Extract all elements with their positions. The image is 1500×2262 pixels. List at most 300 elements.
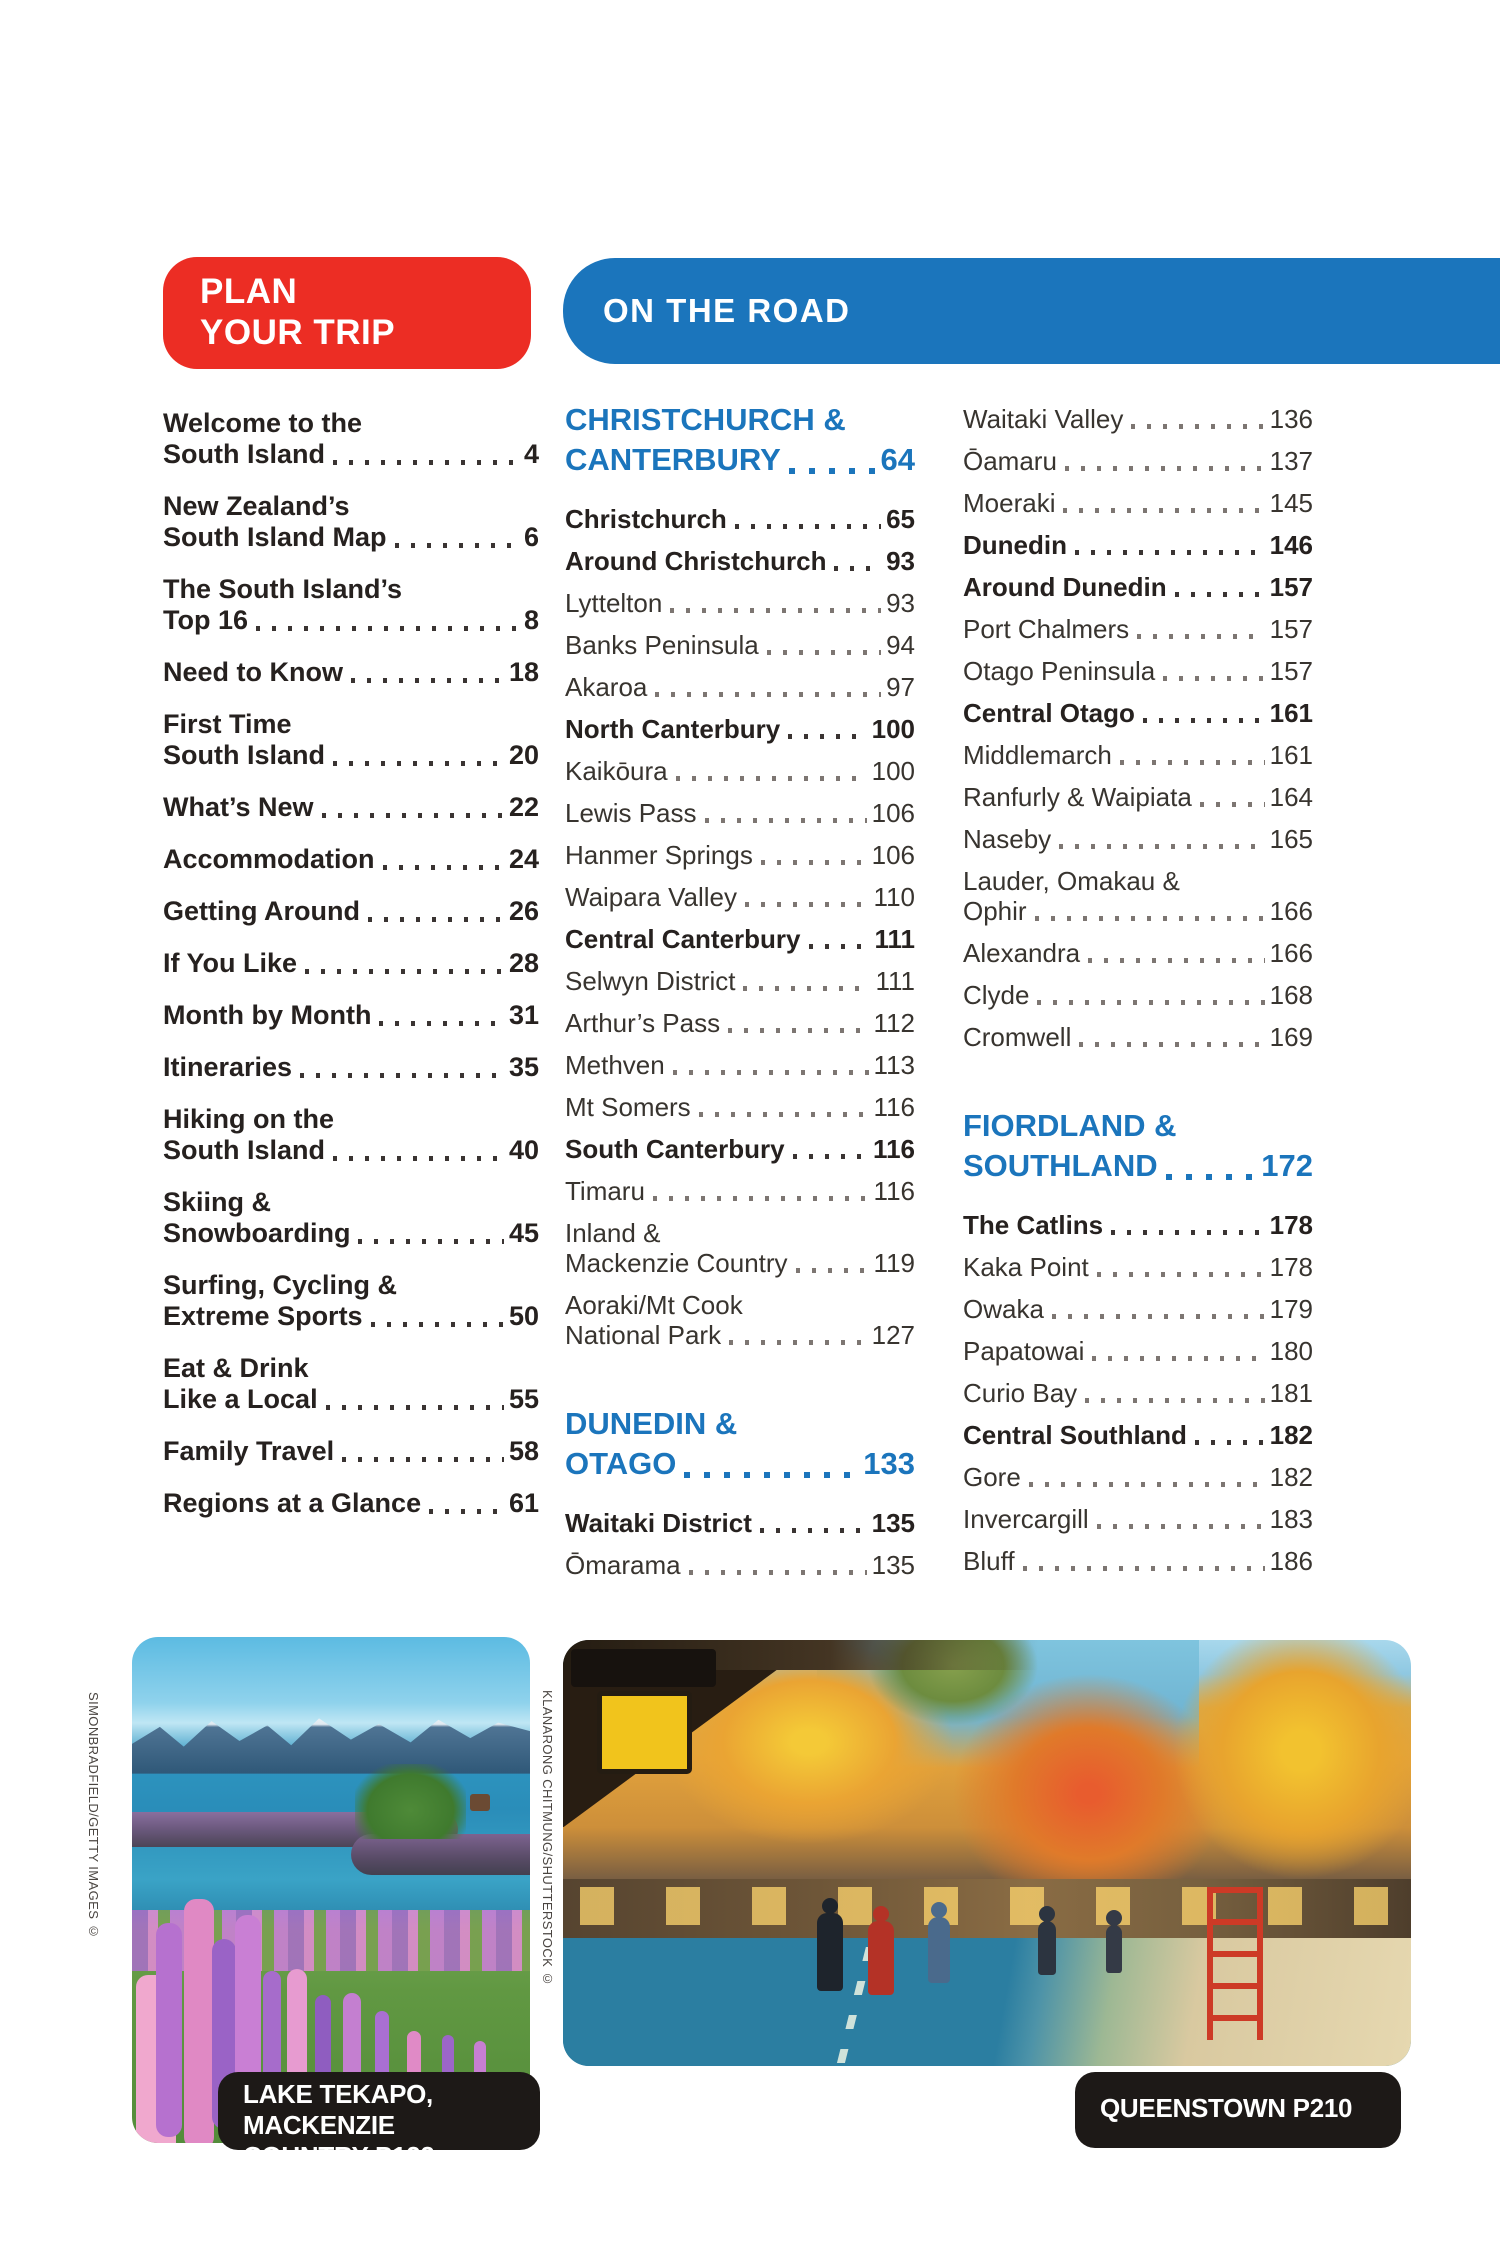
photo-decoration-pedestrian — [817, 1913, 843, 1991]
toc-entry-title: North Canterbury — [565, 714, 781, 744]
toc-entry-prelines: Lauder, Omakau & — [963, 866, 1180, 896]
toc-entry-page: 8 — [523, 605, 539, 635]
toc-entry-title: Kaikōura — [565, 756, 668, 786]
toc-entry-page: 178 — [1269, 1210, 1313, 1240]
toc-entry-title: Otago Peninsula — [963, 656, 1156, 686]
toc-entry-title: Around Christchurch — [565, 546, 827, 576]
toc-entry — [963, 1336, 1313, 1366]
toc-entry-title: Akaroa — [565, 672, 648, 702]
toc-entry — [565, 714, 915, 744]
toc-entry — [565, 1550, 915, 1580]
toc-entry-page: 133 — [863, 1446, 915, 1481]
toc-entry — [963, 1252, 1313, 1282]
toc-entry — [565, 756, 915, 786]
toc-entry-page: 161 — [1269, 740, 1313, 770]
toc-entry-title: Mackenzie Country — [565, 1248, 788, 1278]
toc-entry-title: OTAGO — [565, 1446, 677, 1481]
toc-entry-page: 93 — [886, 546, 915, 576]
toc-entry-page: 61 — [508, 1488, 539, 1518]
toc-entry-title: Arthur’s Pass — [565, 1008, 721, 1038]
toc-entry-page: 26 — [508, 896, 539, 926]
dot-leader — [358, 1239, 503, 1244]
dot-leader — [655, 692, 881, 697]
caption-line: LAKE TEKAPO, MACKENZIE — [243, 2079, 433, 2140]
toc-entry-prelines: Surfing, Cycling & — [163, 1270, 398, 1300]
toc-entry-title: Papatowai — [963, 1336, 1085, 1366]
photo-decoration-pavement — [563, 1938, 1411, 2066]
toc-entry-title: Top 16 — [163, 605, 249, 635]
dot-leader — [670, 608, 881, 613]
dot-leader — [351, 678, 504, 683]
toc-entry-page: 116 — [873, 1176, 915, 1206]
toc-entry-title: Need to Know — [163, 657, 343, 687]
dot-leader — [728, 1028, 868, 1033]
toc-entry — [963, 980, 1313, 1010]
toc-entry — [565, 798, 915, 828]
toc-entry-page: 135 — [871, 1550, 915, 1580]
dot-leader — [689, 1570, 867, 1575]
toc-entry-title: Cromwell — [963, 1022, 1072, 1052]
toc-entry-page: 45 — [508, 1218, 539, 1248]
caption-line: COUNTRY P122 — [243, 2141, 435, 2171]
toc-entry — [163, 408, 539, 470]
toc-entry-title: Middlemarch — [963, 740, 1112, 770]
photo-decoration-dark-sign — [571, 1649, 715, 1687]
toc-entry-page: 111 — [874, 924, 915, 954]
toc-entry-prelines: New Zealand’s — [163, 491, 350, 521]
photo-caption-queenstown — [1075, 2072, 1401, 2148]
toc-entry-page: 40 — [508, 1135, 539, 1165]
toc-entry-page: 157 — [1269, 572, 1313, 602]
toc-entry-title: South Island — [163, 439, 325, 469]
toc-entry-page: 65 — [886, 504, 915, 534]
toc-entry-title: CANTERBURY — [565, 442, 781, 477]
toc-entry — [565, 672, 915, 702]
toc-column-plan — [163, 408, 539, 1540]
toc-entry-title: Like a Local — [163, 1384, 318, 1414]
toc-entry-page: 22 — [508, 792, 539, 822]
dot-leader — [684, 1472, 858, 1478]
dot-leader — [1166, 1174, 1257, 1180]
toc-entry — [963, 1378, 1313, 1408]
photo-caption-lake-tekapo — [218, 2072, 540, 2171]
dot-leader — [1120, 760, 1265, 765]
dot-leader — [699, 1112, 869, 1117]
toc-entry — [565, 882, 915, 912]
dot-leader — [1088, 958, 1265, 963]
toc-entry-page: 4 — [523, 439, 539, 469]
dot-leader — [1065, 466, 1265, 471]
toc-entry — [963, 1294, 1313, 1324]
on-the-road-banner — [563, 258, 1500, 364]
toc-entry-page: 31 — [508, 1000, 539, 1030]
toc-entry-page: 58 — [508, 1436, 539, 1466]
toc-entry-prelines: Welcome to the — [163, 408, 363, 438]
toc-entry-page: 28 — [508, 948, 539, 978]
toc-column-right — [963, 404, 1313, 1588]
toc-entry-title: South Canterbury — [565, 1134, 785, 1164]
toc-entry-title: Moeraki — [963, 488, 1056, 518]
toc-entry-title: Itineraries — [163, 1052, 293, 1082]
caption-line: QUEENSTOWN P210 — [1100, 2093, 1353, 2123]
toc-column-mid — [565, 400, 915, 1592]
toc-entry-prelines: Skiing & — [163, 1187, 272, 1217]
toc-entry-prelines: FIORDLAND & — [963, 1108, 1177, 1143]
toc-entry-title: Lyttelton — [565, 588, 663, 618]
toc-entry-prelines: Aoraki/Mt Cook — [565, 1290, 743, 1320]
dot-leader — [395, 543, 519, 548]
toc-entry — [963, 614, 1313, 644]
toc-entry-title: Getting Around — [163, 896, 360, 926]
dot-leader — [1059, 844, 1264, 849]
toc-entry — [565, 504, 915, 534]
toc-entry-title: Waitaki District — [565, 1508, 752, 1538]
dot-leader — [760, 1528, 867, 1533]
toc-entry-page: 18 — [508, 657, 539, 687]
dot-leader — [1195, 1440, 1265, 1445]
toc-entry-page: 172 — [1261, 1148, 1313, 1183]
toc-entry-page: 64 — [880, 442, 915, 477]
toc-entry-title: Ōamaru — [963, 446, 1057, 476]
toc-entry-title: Central Otago — [963, 698, 1135, 728]
photo-decoration-pedestrian-red-coat — [868, 1921, 894, 1995]
dot-leader — [383, 865, 504, 870]
toc-entry-page: 182 — [1269, 1462, 1313, 1492]
dot-leader — [256, 626, 519, 631]
toc-entry — [565, 400, 915, 480]
toc-entry — [163, 574, 539, 636]
dot-leader — [788, 734, 866, 739]
photo-decoration-red-handtruck — [1207, 1887, 1263, 2040]
toc-entry — [565, 1362, 915, 1392]
toc-entry-title: Timaru — [565, 1176, 645, 1206]
toc-entry-page: 116 — [873, 1134, 915, 1164]
toc-entry-title: Alexandra — [963, 938, 1081, 968]
toc-entry — [565, 1008, 915, 1038]
dot-leader — [1085, 1398, 1264, 1403]
toc-entry-title: South Island — [163, 1135, 325, 1165]
toc-entry — [963, 656, 1313, 686]
photo-credit-queenstown: KLANARONG CHITMUNG/SHUTTERSTOCK © — [540, 1690, 555, 1987]
toc-entry — [163, 792, 539, 823]
toc-entry — [963, 530, 1313, 560]
plan-your-trip-line1: PLAN — [200, 272, 298, 311]
toc-entry-title: Extreme Sports — [163, 1301, 363, 1331]
toc-entry — [163, 657, 539, 688]
toc-entry — [163, 709, 539, 771]
dot-leader — [673, 1070, 869, 1075]
dot-leader — [1111, 1230, 1264, 1235]
dot-leader — [1163, 676, 1264, 681]
toc-entry-page: 116 — [873, 1092, 915, 1122]
toc-entry-title: Ōmarama — [565, 1550, 681, 1580]
toc-entry-title: Month by Month — [163, 1000, 372, 1030]
toc-entry — [163, 1488, 539, 1519]
toc-entry-page: 168 — [1269, 980, 1313, 1010]
toc-entry-title: Bluff — [963, 1546, 1015, 1576]
toc-entry — [163, 491, 539, 553]
dot-leader — [333, 1156, 504, 1161]
toc-entry — [963, 1462, 1313, 1492]
toc-entry — [963, 446, 1313, 476]
toc-entry — [963, 1022, 1313, 1052]
plan-your-trip-badge — [163, 257, 531, 369]
toc-entry-page: 165 — [1269, 824, 1313, 854]
toc-entry — [565, 1508, 915, 1538]
dot-leader — [326, 1405, 504, 1410]
toc-entry-page: 169 — [1269, 1022, 1313, 1052]
dot-leader — [429, 1509, 504, 1514]
toc-entry-title: Gore — [963, 1462, 1021, 1492]
toc-entry-page: 100 — [871, 714, 915, 744]
toc-entry — [163, 896, 539, 927]
toc-entry — [565, 966, 915, 996]
dot-leader — [809, 944, 870, 949]
toc-entry-page: 157 — [1269, 656, 1313, 686]
photo-credit-lake-tekapo: SIMONBRADFIELD/GETTY IMAGES © — [86, 1692, 101, 1939]
toc-entry — [163, 1052, 539, 1083]
toc-entry-page: 94 — [886, 630, 915, 660]
dot-leader — [1037, 1000, 1264, 1005]
toc-entry-title: Dunedin — [963, 530, 1067, 560]
toc-entry — [565, 1218, 915, 1278]
photo-decoration-lupin — [156, 1923, 182, 2137]
toc-entry — [963, 1420, 1313, 1450]
dot-leader — [834, 566, 881, 571]
toc-entry — [963, 404, 1313, 434]
photo-decoration-mountains — [132, 1703, 530, 1774]
toc-entry-title: The Catlins — [963, 1210, 1104, 1240]
toc-entry — [963, 938, 1313, 968]
on-the-road-label: ON THE ROAD — [603, 292, 851, 329]
plan-your-trip-line2: YOUR TRIP — [200, 313, 396, 352]
toc-entry-title: Selwyn District — [565, 966, 736, 996]
toc-entry — [565, 546, 915, 576]
dot-leader — [371, 1322, 504, 1327]
toc-entry-page: 100 — [871, 756, 915, 786]
toc-entry — [963, 1210, 1313, 1240]
toc-entry-page: 111 — [875, 966, 915, 996]
toc-entry-page: 157 — [1269, 614, 1313, 644]
toc-entry-prelines: Hiking on the — [163, 1104, 334, 1134]
dot-leader — [745, 902, 869, 907]
toc-entry-page: 181 — [1269, 1378, 1313, 1408]
toc-entry-prelines: Inland & — [565, 1218, 661, 1248]
toc-entry — [163, 1353, 539, 1415]
toc-entry-title: Naseby — [963, 824, 1052, 854]
toc-entry-page: 166 — [1269, 896, 1313, 926]
dot-leader — [333, 460, 519, 465]
toc-entry-title: Snowboarding — [163, 1218, 351, 1248]
toc-entry-title: Family Travel — [163, 1436, 335, 1466]
toc-entry-page: 6 — [523, 522, 539, 552]
photo-decoration-pedestrian — [1106, 1925, 1122, 1973]
toc-entry-page: 113 — [873, 1050, 915, 1080]
toc-entry — [963, 1064, 1313, 1094]
toc-entry — [163, 1000, 539, 1031]
toc-entry-page: 35 — [508, 1052, 539, 1082]
photo-decoration-tree — [355, 1764, 466, 1840]
toc-entry — [565, 630, 915, 660]
toc-entry — [565, 1134, 915, 1164]
photo-decoration-pedestrian — [928, 1917, 950, 1983]
toc-entry-page: 179 — [1269, 1294, 1313, 1324]
toc-entry-prelines: First Time — [163, 709, 292, 739]
dot-leader — [1092, 1356, 1264, 1361]
dot-leader — [1029, 1482, 1265, 1487]
dot-leader — [705, 818, 867, 823]
dot-leader — [767, 650, 881, 655]
dot-leader — [1075, 550, 1265, 555]
dot-leader — [1079, 1042, 1264, 1047]
toc-entry-page: 55 — [508, 1384, 539, 1414]
toc-entry-title: Port Chalmers — [963, 614, 1130, 644]
toc-entry-title: Regions at a Glance — [163, 1488, 422, 1518]
toc-entry-page: 110 — [873, 882, 915, 912]
dot-leader — [368, 917, 504, 922]
toc-entry-page: 112 — [873, 1008, 915, 1038]
toc-entry-page: 186 — [1269, 1546, 1313, 1576]
toc-entry-page: 127 — [871, 1320, 915, 1350]
toc-entry-page: 20 — [508, 740, 539, 770]
dot-leader — [342, 1457, 504, 1462]
toc-entry — [963, 740, 1313, 770]
toc-entry-title: Central Southland — [963, 1420, 1187, 1450]
toc-entry — [963, 1546, 1313, 1576]
toc-entry-page: 183 — [1269, 1504, 1313, 1534]
toc-entry-title: Hanmer Springs — [565, 840, 753, 870]
dot-leader — [743, 986, 870, 991]
toc-entry-page: 106 — [871, 798, 915, 828]
photo-decoration-shop-lights — [580, 1887, 1394, 1925]
toc-entry-page: 137 — [1269, 446, 1313, 476]
toc-entry-title: Ranfurly & Waipiata — [963, 782, 1192, 812]
toc-entry-title: Ophir — [963, 896, 1027, 926]
dot-leader — [300, 1073, 504, 1078]
dot-leader — [1035, 916, 1265, 921]
toc-entry-page: 136 — [1269, 404, 1313, 434]
toc-entry-title: Waitaki Valley — [963, 404, 1124, 434]
dot-leader — [322, 813, 504, 818]
dot-leader — [1063, 508, 1264, 513]
toc-entry-page: 180 — [1269, 1336, 1313, 1366]
toc-entry-title: Owaka — [963, 1294, 1044, 1324]
toc-entry-prelines: DUNEDIN & — [565, 1406, 738, 1441]
toc-entry — [963, 1106, 1313, 1186]
toc-entry-page: 106 — [871, 840, 915, 870]
toc-entry — [565, 1290, 915, 1350]
toc-entry-title: Methven — [565, 1050, 665, 1080]
toc-entry-title: Banks Peninsula — [565, 630, 759, 660]
toc-entry-prelines: The South Island’s — [163, 574, 403, 604]
photo-lake-tekapo — [132, 1637, 530, 2143]
toc-entry-title: Waipara Valley — [565, 882, 737, 912]
dot-leader — [1143, 718, 1265, 723]
toc-entry-title: Christchurch — [565, 504, 727, 534]
dot-leader — [1097, 1272, 1265, 1277]
toc-entry-title: Mt Somers — [565, 1092, 691, 1122]
toc-entry — [163, 1436, 539, 1467]
toc-entry-title: South Island — [163, 740, 325, 770]
toc-entry — [163, 1104, 539, 1166]
dot-leader — [653, 1196, 869, 1201]
dot-leader — [793, 1154, 868, 1159]
toc-entry-title: Lewis Pass — [565, 798, 697, 828]
toc-entry — [163, 948, 539, 979]
toc-entry — [565, 840, 915, 870]
toc-entry-prelines: Eat & Drink — [163, 1353, 309, 1383]
photo-decoration-pedestrian — [1038, 1921, 1056, 1975]
dot-leader — [1131, 424, 1264, 429]
photo-decoration-lupin — [184, 1899, 214, 2143]
toc-entry — [565, 1050, 915, 1080]
toc-entry-page: 119 — [873, 1248, 915, 1278]
toc-entry-page: 146 — [1269, 530, 1313, 560]
dot-leader — [1175, 592, 1265, 597]
dot-leader — [333, 761, 504, 766]
dot-leader — [789, 468, 876, 474]
toc-entry-title: National Park — [565, 1320, 722, 1350]
toc-entry — [963, 488, 1313, 518]
toc-entry-page: 161 — [1269, 698, 1313, 728]
dot-leader — [735, 524, 881, 529]
dot-leader — [729, 1340, 867, 1345]
toc-entry-title: Invercargill — [963, 1504, 1089, 1534]
toc-entry-title: Clyde — [963, 980, 1030, 1010]
toc-entry-page: 135 — [871, 1508, 915, 1538]
dot-leader — [1200, 802, 1265, 807]
toc-entry-prelines: CHRISTCHURCH & — [565, 402, 846, 437]
toc-entry-page: 164 — [1269, 782, 1313, 812]
toc-entry — [565, 1092, 915, 1122]
dot-leader — [1137, 634, 1264, 639]
toc-entry — [565, 1176, 915, 1206]
toc-entry-page: 145 — [1269, 488, 1313, 518]
toc-entry — [963, 1504, 1313, 1534]
toc-entry — [163, 844, 539, 875]
toc-entry-page: 182 — [1269, 1420, 1313, 1450]
toc-entry-title: Accommodation — [163, 844, 375, 874]
toc-entry-title: SOUTHLAND — [963, 1148, 1158, 1183]
photo-decoration-yellow-sign — [597, 1691, 692, 1773]
toc-entry — [163, 1270, 539, 1332]
toc-entry-page: 24 — [508, 844, 539, 874]
toc-entry — [163, 1187, 539, 1249]
toc-entry-title: South Island Map — [163, 522, 387, 552]
toc-entry-page: 166 — [1269, 938, 1313, 968]
photo-decoration-church — [470, 1794, 490, 1811]
toc-entry-title: Around Dunedin — [963, 572, 1167, 602]
dot-leader — [305, 969, 504, 974]
toc-entry-title: Central Canterbury — [565, 924, 801, 954]
toc-entry-title: What’s New — [163, 792, 314, 822]
toc-entry — [565, 924, 915, 954]
toc-entry — [963, 698, 1313, 728]
toc-entry-page: 50 — [508, 1301, 539, 1331]
toc-entry — [963, 782, 1313, 812]
toc-entry — [565, 1404, 915, 1484]
photo-decoration-lake-shore — [351, 1834, 530, 1874]
dot-leader — [676, 776, 867, 781]
dot-leader — [1023, 1566, 1265, 1571]
toc-entry — [565, 588, 915, 618]
toc-entry-page: 178 — [1269, 1252, 1313, 1282]
toc-entry-title: Curio Bay — [963, 1378, 1078, 1408]
dot-leader — [761, 860, 867, 865]
toc-entry — [963, 572, 1313, 602]
dot-leader — [379, 1021, 504, 1026]
toc-entry-page: 97 — [886, 672, 915, 702]
